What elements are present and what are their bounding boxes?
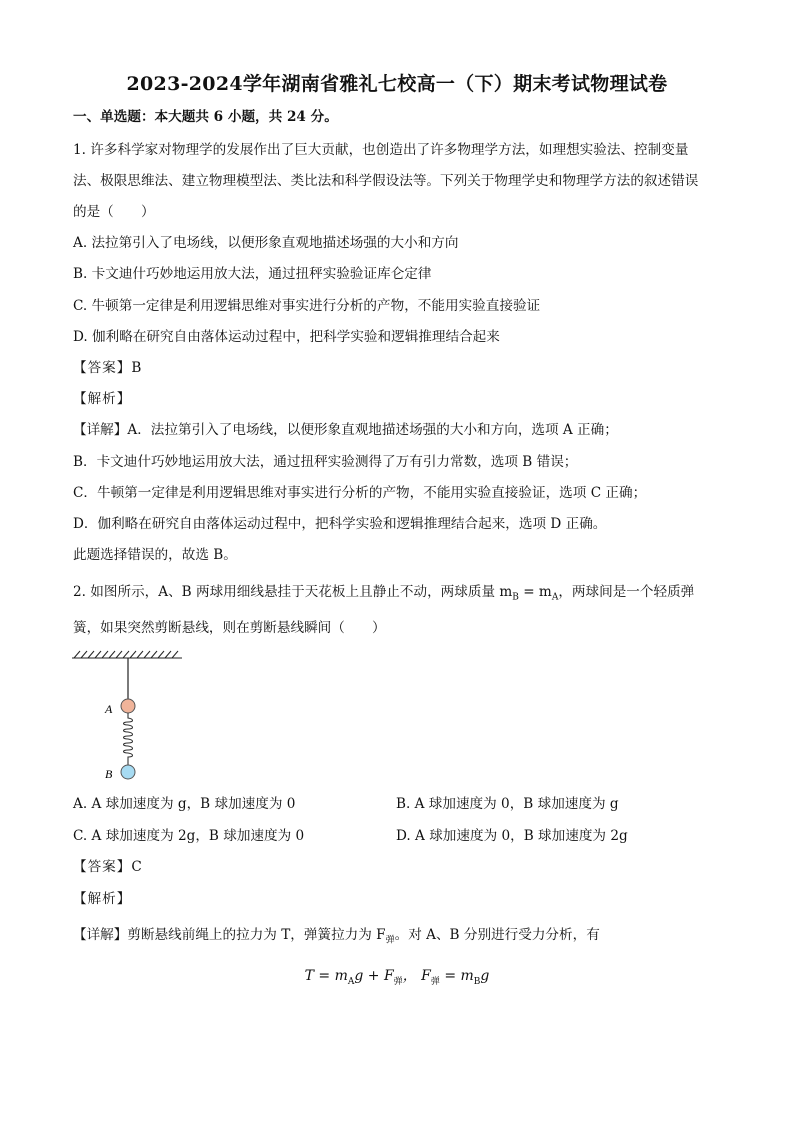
q1-detail-d: D．伽利略在研究自由落体运动过程中，把科学实验和逻辑推理结合起来，选项 D 正确。 bbox=[73, 516, 607, 532]
q1-detail-a: 【详解】A．法拉第引入了电场线，以便形象直观地描述场强的大小和方向，选项 A 正确； bbox=[73, 422, 618, 438]
q2-stem-sub-b: B bbox=[512, 592, 519, 603]
label-b: B bbox=[105, 767, 113, 781]
ceiling-hatch bbox=[72, 651, 182, 658]
eq-sub-1: A bbox=[347, 976, 355, 987]
q1-detail-c: C．牛顿第一定律是利用逻辑思维对事实进行分析的产物，不能用实验直接验证，选项 C 正确； bbox=[73, 485, 647, 501]
eq-sub-2: 弹 bbox=[393, 976, 403, 987]
eq-part-3: ， F bbox=[402, 968, 431, 984]
q2-stem-eq: = m bbox=[518, 584, 552, 600]
q2-detail-sub: 弹 bbox=[385, 935, 395, 946]
q1-option-a: A. 法拉第引入了电场线，以便形象直观地描述场强的大小和方向 bbox=[73, 235, 459, 251]
q2-option-b: B. A 球加速度为 0，B 球加速度为 g bbox=[396, 796, 619, 812]
q2-equation bbox=[0, 966, 794, 992]
q1-stem-line-2: 法、极限思维法、建立物理模型法、类比法和科学假设法等。下列关于物理学史和物理学方法的叙述错误 bbox=[73, 173, 699, 189]
label-a: A bbox=[105, 702, 113, 716]
q1-answer: 【答案】B bbox=[73, 360, 143, 376]
q1-stem-line-3: 的是（ ） bbox=[73, 204, 155, 220]
q2-detail-line bbox=[73, 925, 600, 951]
eq-part-2: g + F bbox=[354, 968, 394, 984]
eq-part-4: = m bbox=[439, 968, 474, 984]
q1-option-c: C. 牛顿第一定律是利用逻辑思维对事实进行分析的产物，不能用实验直接验证 bbox=[73, 298, 541, 314]
ball-b bbox=[121, 765, 135, 779]
q1-stem-line-1: 1. 许多科学家对物理学的发展作出了巨大贡献，也创造出了许多物理学方法，如理想实验法、控制变量 bbox=[73, 142, 689, 158]
q1-option-d: D. 伽利略在研究自由落体运动过程中，把科学实验和逻辑推理结合起来 bbox=[73, 329, 500, 345]
q1-analysis-label: 【解析】 bbox=[73, 391, 132, 407]
q2-stem-line-1 bbox=[73, 582, 694, 608]
eq-part-1: T = m bbox=[304, 968, 348, 984]
q2-stem-text: 2. 如图所示，A、B 两球用细线悬挂于天花板上且静止不动，两球质量 m bbox=[73, 584, 513, 600]
q2-stem-line-2: 簧，如果突然剪断悬线，则在剪断悬线瞬间（ ） bbox=[73, 620, 386, 636]
q2-option-c: C. A 球加速度为 2g，B 球加速度为 0 bbox=[73, 828, 305, 844]
q2-stem-sub-a: A bbox=[551, 592, 559, 603]
q2-detail-tail: 。对 A、B 分别进行受力分析，有 bbox=[394, 927, 600, 943]
q1-option-b: B. 卡文迪什巧妙地运用放大法，通过扭秤实验验证库仑定律 bbox=[73, 266, 432, 282]
q1-conclusion: 此题选择错误的，故选 B。 bbox=[73, 547, 237, 563]
section-heading: 一、单选题：本大题共 6 小题，共 24 分。 bbox=[73, 109, 338, 125]
eq-sub-3: 弹 bbox=[430, 976, 440, 987]
eq-part-5: g bbox=[480, 968, 490, 984]
q2-detail-text: 【详解】剪断悬线前绳上的拉力为 T，弹簧拉力为 F bbox=[73, 927, 386, 943]
page-title: 2023-2024学年湖南省雅礼七校高一（下）期末考试物理试卷 bbox=[126, 73, 668, 95]
q2-option-d: D. A 球加速度为 0，B 球加速度为 2g bbox=[396, 828, 628, 844]
q2-analysis-label: 【解析】 bbox=[73, 891, 132, 907]
eq-sub-4: B bbox=[473, 976, 481, 987]
q2-option-a: A. A 球加速度为 g，B 球加速度为 0 bbox=[73, 796, 296, 812]
q1-detail-b: B．卡文迪什巧妙地运用放大法，通过扭秤实验测得了万有引力常数，选项 B 错误； bbox=[73, 454, 578, 470]
spring bbox=[124, 713, 133, 765]
spring-balls-figure bbox=[68, 648, 188, 783]
ball-a bbox=[121, 699, 135, 713]
q2-stem-tail: ，两球间是一个轻质弹 bbox=[558, 584, 695, 600]
q2-answer: 【答案】C bbox=[73, 859, 143, 875]
